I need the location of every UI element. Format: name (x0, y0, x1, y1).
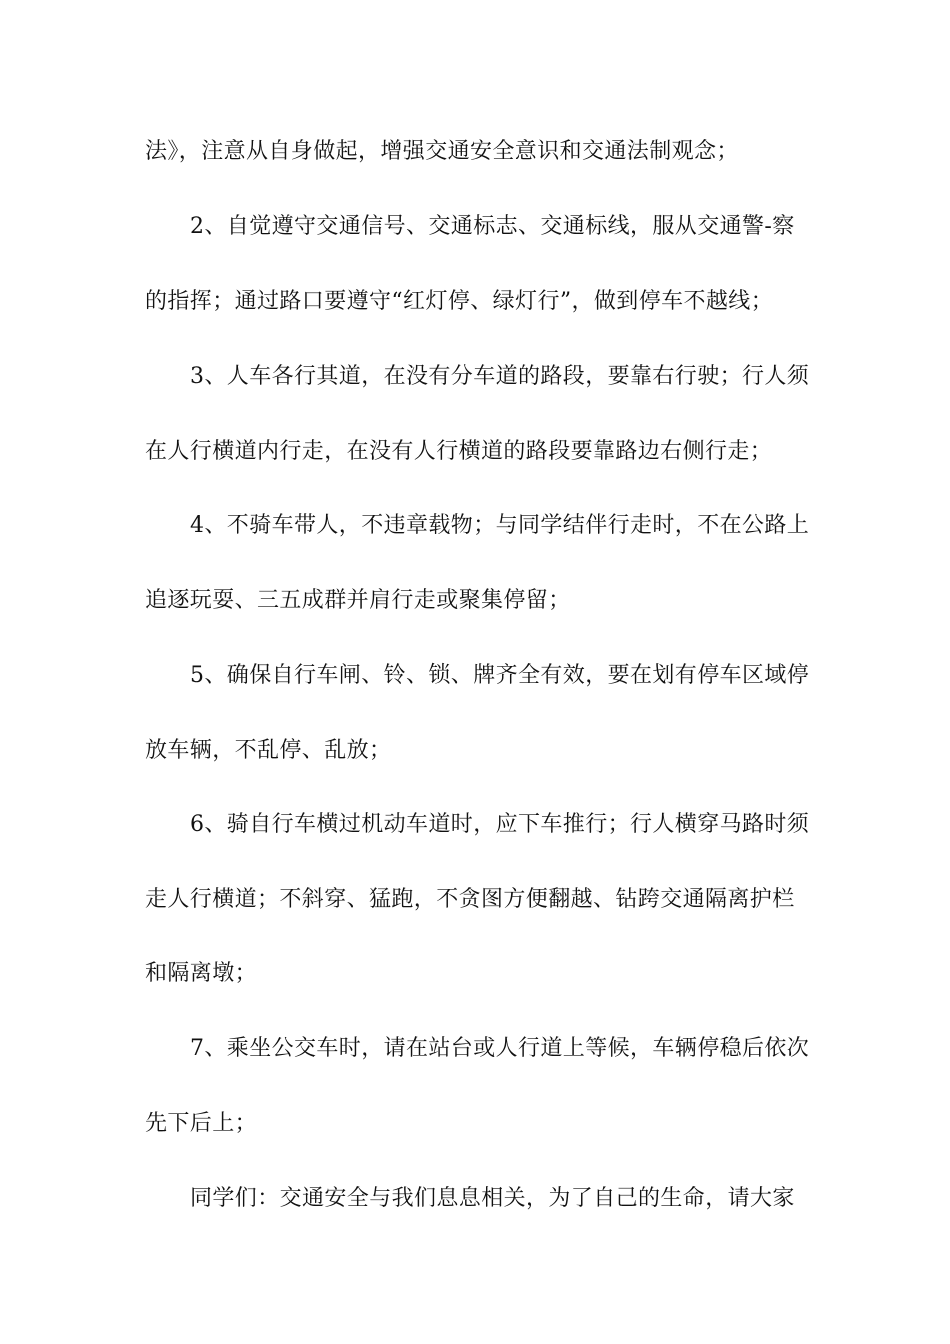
rule-6-line: 6、骑自行车横过机动车道时，应下车推行；行人横穿马路时须 (190, 812, 810, 837)
text-line: 先下后上； (145, 1111, 258, 1136)
text-line: 在人行横道内行走，在没有人行横道的路段要靠路边右侧行走； (145, 439, 773, 464)
rule-4-line: 4、不骑车带人，不违章载物；与同学结伴行走时，不在公路上 (190, 513, 810, 538)
text-line: 的指挥；通过路口要遵守“红灯停、绿灯行”，做到停车不越线； (145, 289, 774, 314)
rule-5-line: 5、确保自行车闸、铃、锁、牌齐全有效，要在划有停车区域停 (190, 663, 810, 688)
rule-7-line: 7、乘坐公交车时，请在站台或人行道上等候，车辆停稳后依次 (190, 1036, 810, 1061)
closing-line: 同学们：交通安全与我们息息相关，为了自己的生命，请大家 (190, 1186, 795, 1211)
text-line: 追逐玩耍、三五成群并肩行走或聚集停留； (145, 588, 571, 613)
rule-2-line: 2、自觉遵守交通信号、交通标志、交通标线，服从交通警-察 (190, 214, 795, 239)
text-line: 放车辆，不乱停、乱放； (145, 738, 392, 763)
text-line: 和隔离墩； (145, 961, 258, 986)
rule-3-line: 3、人车各行其道，在没有分车道的路段，要靠右行驶；行人须 (190, 364, 810, 389)
text-line: 走人行横道；不斜穿、猛跑，不贪图方便翻越、钻跨交通隔离护栏 (145, 887, 795, 912)
text-line: 法》，注意从自身做起，增强交通安全意识和交通法制观念； (145, 139, 739, 164)
